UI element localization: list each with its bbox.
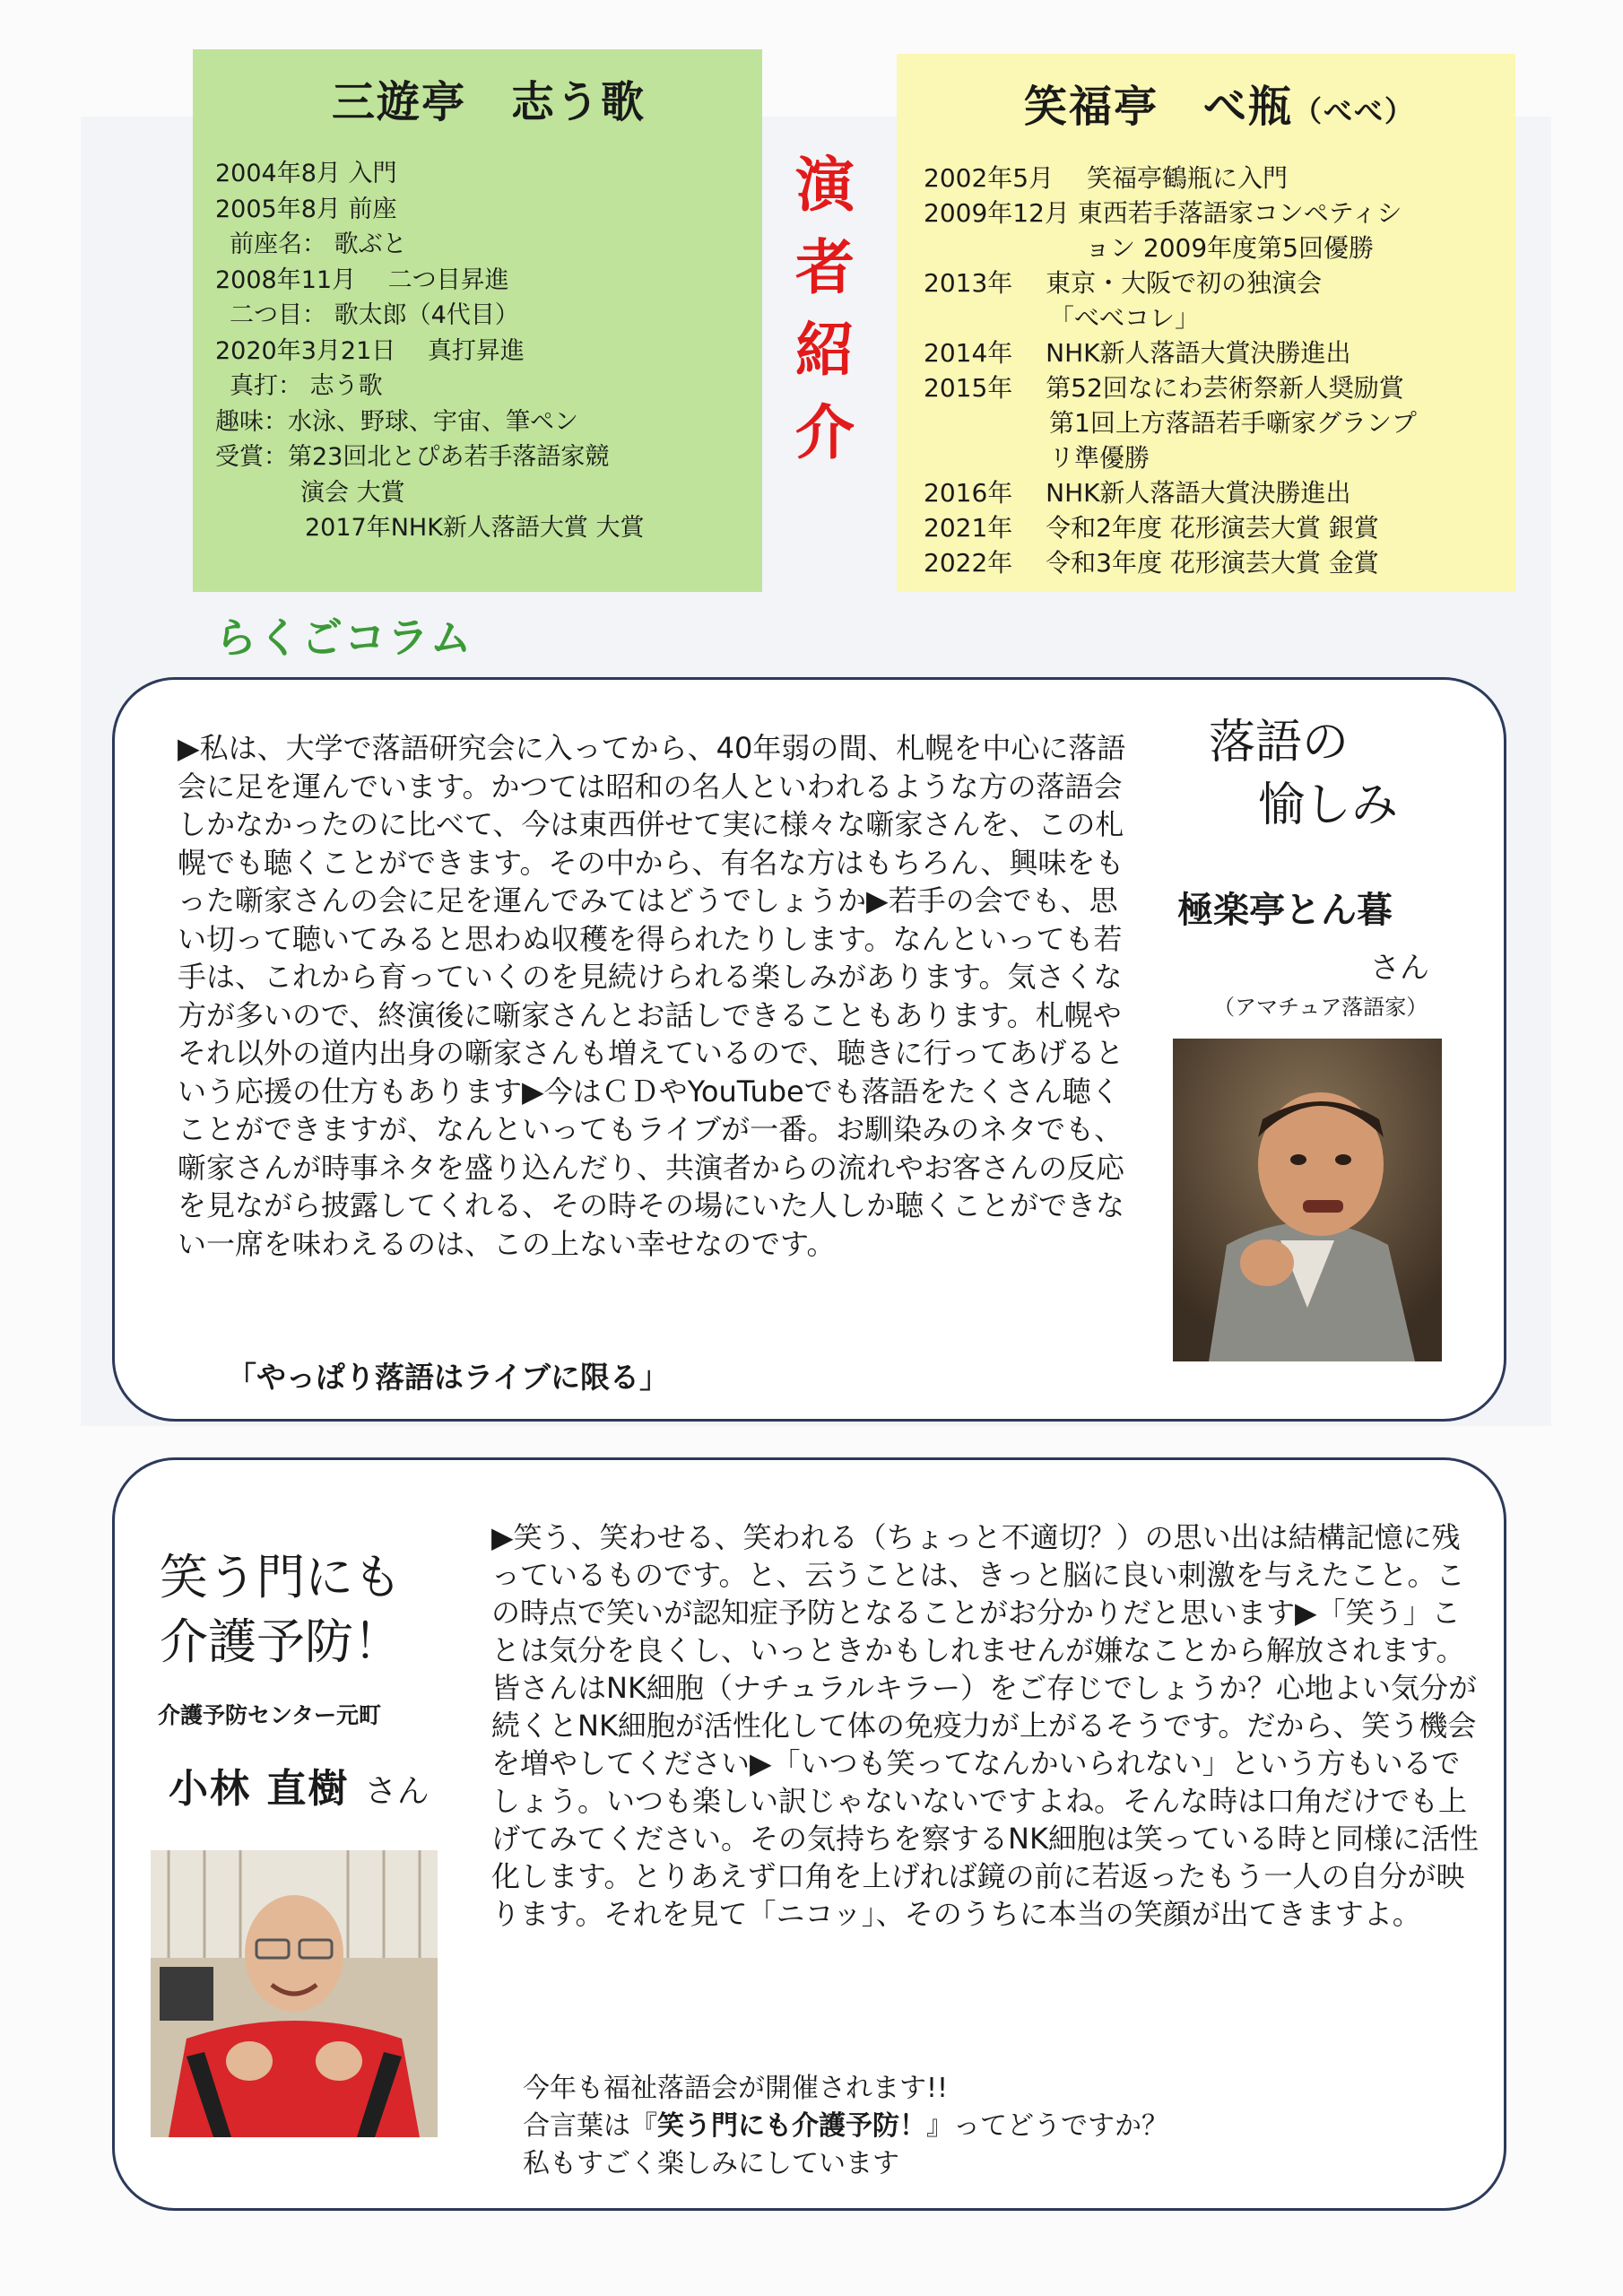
career-line: 2014年 NHK新人落語大賞決勝進出 <box>924 338 1351 368</box>
career-line: 「べべコレ」 <box>1049 303 1201 333</box>
career-line: 2002年5月 笑福亭鶴瓶に入門 <box>924 163 1288 193</box>
career-line: 2004年8月 入門 <box>215 160 397 187</box>
performer-name-left: 三遊亭 志う歌 <box>331 77 646 127</box>
closing-line2 <box>523 2108 1168 2145</box>
author-photo-tonbo <box>1173 1039 1442 1361</box>
section-title-char: 演 <box>795 150 855 220</box>
column2-author <box>169 1756 430 1813</box>
column1-title-line2: 愉しみ <box>1258 778 1399 832</box>
column2-author-name: 小林 直樹 <box>169 1766 350 1812</box>
column1-role: （アマチュア落語家） <box>1213 995 1428 1020</box>
career-line: リ準優勝 <box>1049 443 1150 473</box>
column1-author: 極楽亭とん暮 <box>1177 890 1393 931</box>
closing-line1: 今年も福祉落語会が開催されます!! <box>523 2073 949 2104</box>
column1-title <box>1209 711 1398 837</box>
career-line: 真打： 志う歌 <box>230 372 383 400</box>
section-title-char: 者 <box>795 232 855 302</box>
column2-honorific: さん <box>364 1773 430 1810</box>
career-line: 演会 大賞 <box>300 478 405 507</box>
career-line: ョン 2009年度第5回優勝 <box>1085 233 1374 263</box>
section-title-char: 紹 <box>795 315 855 385</box>
section-title-performers <box>789 144 861 474</box>
career-line: 前座名： 歌ぶと <box>230 230 407 258</box>
author-photo-kobayashi <box>151 1850 438 2137</box>
career-line: 趣味：水泳、野球、宇宙、筆ペン <box>215 407 578 436</box>
column1-honorific: さん <box>1370 950 1429 985</box>
performer-box-left <box>193 49 762 592</box>
career-line: 第1回上方落語若手噺家グランプ <box>1049 408 1417 438</box>
closing-line3: 私もすごく楽しみにしています <box>523 2148 899 2179</box>
column2-title-line2: 介護予防！ <box>160 1613 402 1670</box>
career-line: 2016年 NHK新人落語大賞決勝進出 <box>924 478 1351 508</box>
column2-body: ▶笑う、笑わせる、笑われる（ちょっと不適切？）の思い出は結構記憶に残っているものです。と、云うことは、きっと脳に良い刺激を与えたこと。この時点で笑いが認知症予防となることがお分かりだと思います▶「笑う」ことは気分を良くし、いっときかもしれませんが嫌なことから解放されます。皆さんはNK細胞（ナチュラルキラー）をご存じでしょうか？心地よい気分が続くとNK細胞が活性化して体の免疫力が上がるそうです。だから、笑う機会を増やしてください▶「いつも笑ってなんかいられない」という方もいるでしょう。いつも楽しい訳じゃないないですよね。そんな時は口角だけでも上げてみてください。その気持ちを察するNK細胞は笑っている時と同様に活性化します。とりあえず口角を上げれば鏡の前に若返ったもう一人の自分が映ります。それを見て「ニコッ」、そのうちに本当の笑顔が出てきますよ。 <box>491 1520 1479 1931</box>
career-line: 2013年 東京・大阪で初の独演会 <box>924 268 1323 298</box>
performer-career-list-right <box>924 161 1515 580</box>
column-laughter-care <box>112 1457 1506 2211</box>
career-line: 受賞：第23回北とぴあ若手落語家競 <box>215 443 610 471</box>
performer-box-right <box>897 54 1515 592</box>
performer-name-right-kana: （べべ） <box>1293 94 1416 128</box>
closing-line2-bold: 笑う門にも介護予防！ <box>657 2110 926 2142</box>
column1-title-line1: 落語の <box>1209 716 1350 770</box>
closing-line2-pre: 合言葉は『 <box>523 2110 657 2142</box>
performer-career-list-left <box>215 156 762 546</box>
career-line: 二つ目： 歌太郎（4代目） <box>230 301 519 329</box>
column2-closing <box>523 2070 1168 2183</box>
career-line: 2008年11月 二つ目昇進 <box>215 265 509 294</box>
closing-line2-post: 』ってどうですか？ <box>926 2110 1168 2142</box>
column2-title <box>160 1545 402 1674</box>
column1-quote: 「やっぱり落語はライブに限る」 <box>227 1360 670 1395</box>
career-line: 2022年 令和3年度 花形演芸大賞 金賞 <box>924 548 1379 578</box>
column1-body: ▶私は、大学で落語研究会に入ってから、40年弱の間、札幌を中心に落語会に足を運んでいます。かつては昭和の名人といわれるような方の落語会しかなかったのに比べて、今は東西併せて実に様々な噺家さんを、この札幌でも聴くことができます。その中から、有名な方はもちろん、興味をもった噺家さんの会に足を運んでみてはどうでしょうか▶若手の会でも、思い切って聴いてみると思わぬ収穫を得られたりします。なんといっても若手は、これから育っていくのを見続けられる楽しみがあります。気さくな方が多いので、終演後に噺家さんとお話しできることもあります。札幌やそれ以外の道内出身の噺家さんも増えているので、聴きに行ってあげるという応援の仕方もあります▶今はＣＤやYouTubeでも落語をたくさん聴くことができますが、なんといってもライブが一番。お馴染みのネタでも、噺家さんが時事ネタを盛り込んだり、共演者からの流れやお客さんの反応を見ながら披露してくれる、その時その場にいた人しか聴くことができない一席を味わえるのは、この上ない幸せなのです。 <box>178 731 1126 1261</box>
column2-title-line1: 笑う門にも <box>160 1549 402 1605</box>
section-title-char: 介 <box>795 397 855 467</box>
column-heading: らくごコラム <box>215 613 473 662</box>
career-line: 2005年8月 前座 <box>215 195 397 223</box>
career-line: 2020年3月21日 真打昇進 <box>215 336 525 365</box>
performer-name-right <box>924 72 1515 134</box>
career-line: 2017年NHK新人落語大賞 大賞 <box>305 514 645 542</box>
column2-organization: 介護予防センター元町 <box>158 1702 382 1728</box>
performer-name-right-main: 笑福亭 べ瓶 <box>1023 82 1293 132</box>
career-line: 2021年 令和2年度 花形演芸大賞 銀賞 <box>924 513 1379 543</box>
career-line: 2015年 第52回なにわ芸術祭新人奨励賞 <box>924 373 1404 403</box>
column-rakugo-enjoyment <box>112 677 1506 1422</box>
career-line: 2009年12月 東西若手落語家コンペティシ <box>924 198 1402 228</box>
